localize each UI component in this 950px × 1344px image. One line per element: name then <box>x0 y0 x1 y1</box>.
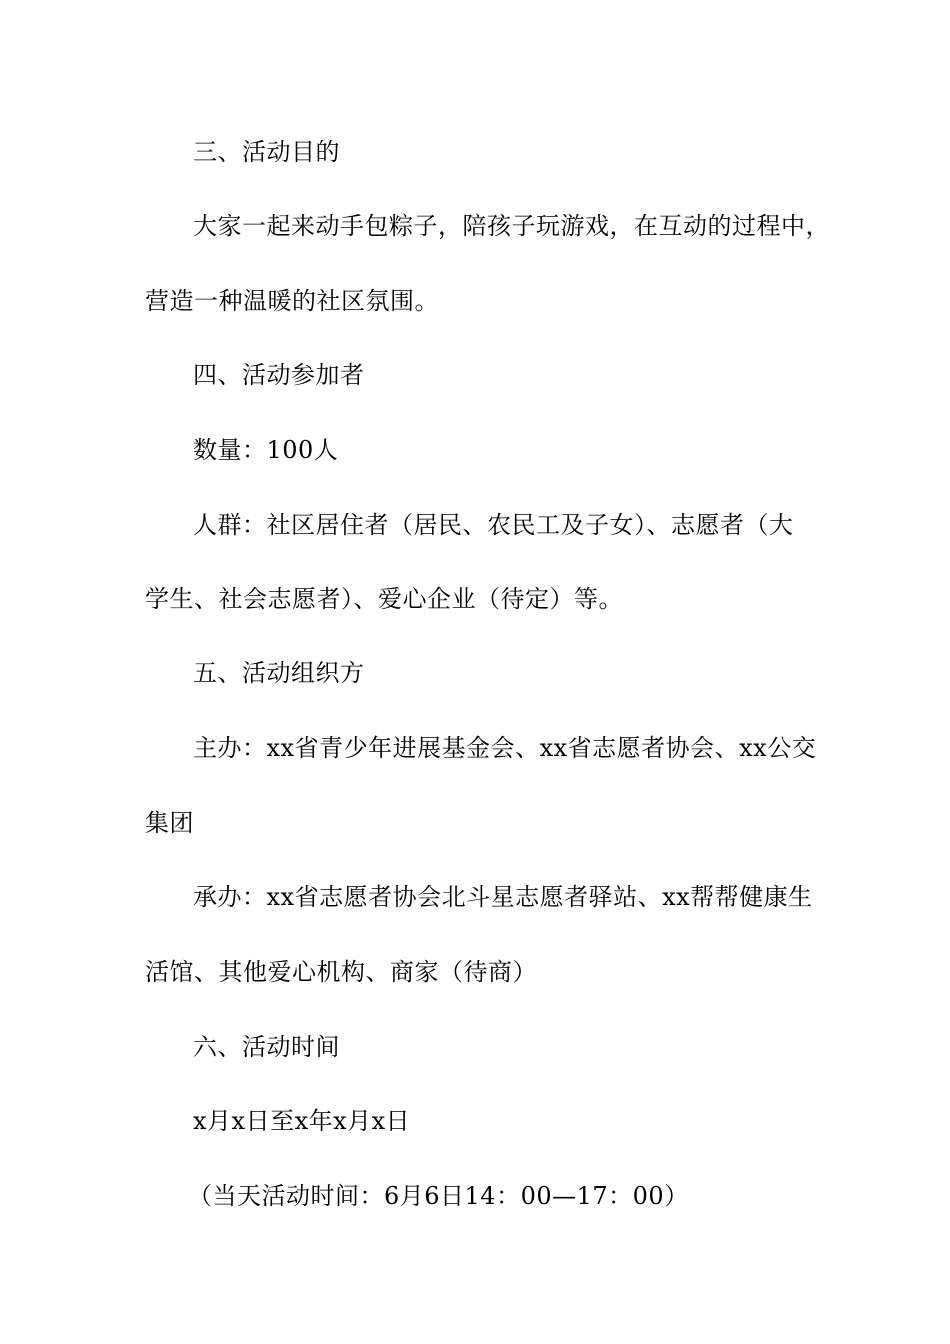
section-heading-time: 六、活动时间 <box>193 1033 340 1061</box>
paragraph-line: 大家一起来动手包粽子，陪孩子玩游戏，在互动的过程中， <box>193 212 830 240</box>
section-heading-organizers: 五、活动组织方 <box>193 659 365 687</box>
paragraph-line: 数量：100人 <box>193 436 339 464</box>
paragraph-line: （当天活动时间：6月6日14：00—17：00） <box>188 1182 689 1210</box>
paragraph-line: 营造一种温暖的社区氛围。 <box>145 287 439 315</box>
paragraph-line: x月x日至x年x月x日 <box>193 1107 411 1135</box>
paragraph-line: 人群：社区居住者（居民、农民工及子女）、志愿者（大 <box>193 511 794 539</box>
paragraph-line: 学生、社会志愿者）、爱心企业（待定）等。 <box>145 585 623 613</box>
paragraph-line: 活馆、其他爱心机构、商家（待商） <box>145 958 537 986</box>
paragraph-line: 集团 <box>145 809 194 837</box>
paragraph-line: 承办：xx省志愿者协会北斗星志愿者驿站、xx帮帮健康生 <box>193 883 813 911</box>
section-heading-objective: 三、活动目的 <box>193 138 340 166</box>
paragraph-line: 主办：xx省青少年进展基金会、xx省志愿者协会、xx公交 <box>193 734 817 762</box>
section-heading-participants: 四、活动参加者 <box>193 361 365 389</box>
